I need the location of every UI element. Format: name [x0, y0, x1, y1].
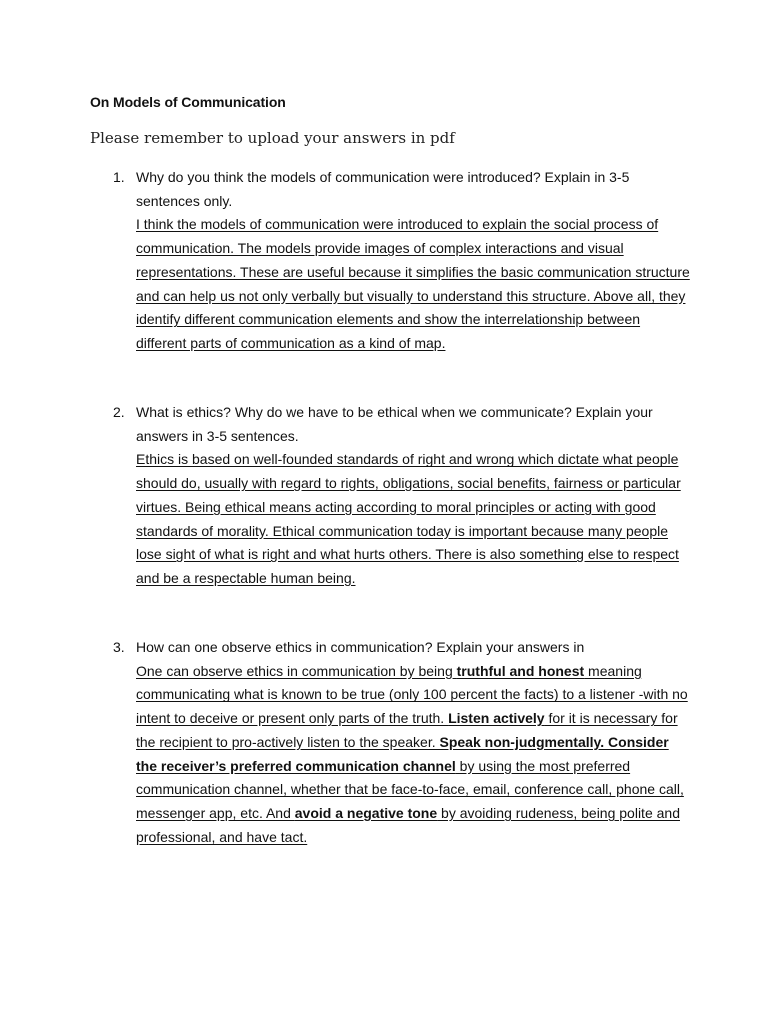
- answer-text: One can observe ethics in communication by being: [136, 662, 457, 679]
- question-answer: [136, 663, 688, 845]
- answer-text: for it is necessary for the recipient to pro-actively listen to the speaker.: [136, 710, 678, 750]
- question-number: 3.: [113, 639, 125, 655]
- answer-text: by avoiding rudeness, being polite and professional, and have tact.: [136, 804, 680, 845]
- answer-text: meaning communicating what is known to be true (only 100 percent the facts) to a listener -with no intent to deceive or present only parts of the truth.: [136, 662, 688, 727]
- question-1: [113, 166, 693, 356]
- answer-emphasis: Speak non-judgmentally. Consider the receiver’s preferred communication channel: [136, 733, 669, 774]
- answer-emphasis: Listen actively: [448, 710, 545, 727]
- upload-instruction: Please remember to upload your answers in pdf: [90, 129, 455, 147]
- document-title: On Models of Communication: [90, 94, 286, 110]
- question-prompt: Why do you think the models of communication were introduced? Explain in 3-5 sentences only.: [136, 169, 630, 209]
- question-answer: I think the models of communication were introduced to explain the social process of communication. The models provide images of complex interactions and visual representations. These are useful because it simplifies the basic communication structure and can help us not only verbally but visually to understand this structure. Above all, they identify different communication elements and show the interrelationship between different parts of communication as a kind of map.: [136, 216, 690, 351]
- answer-text: by using the most preferred communication channel, whether that be face-to-face, email, conference call, phone call, messenger app, etc. And: [136, 757, 684, 821]
- question-prompt: What is ethics? Why do we have to be ethical when we communicate? Explain your answers in 3-5 sentences.: [136, 404, 653, 444]
- question-2: [113, 401, 693, 591]
- question-3: [113, 636, 693, 849]
- question-number: 2.: [113, 404, 125, 420]
- answer-emphasis: avoid a negative tone: [294, 804, 438, 821]
- question-number: 1.: [113, 169, 125, 185]
- answer-emphasis: truthful and honest: [456, 662, 585, 679]
- question-prompt: How can one observe ethics in communication? Explain your answers in: [136, 639, 585, 655]
- question-answer: Ethics is based on well-founded standards of right and wrong which dictate what people should do, usually with regard to rights, obligations, social benefits, fairness or particular virtues. Being ethical means acting according to moral principles or acting with good standards of morality. Ethical communication today is important because many people lose sight of what is right and what hurts others. There is also something else to respect and be a respectable human being.: [136, 451, 681, 586]
